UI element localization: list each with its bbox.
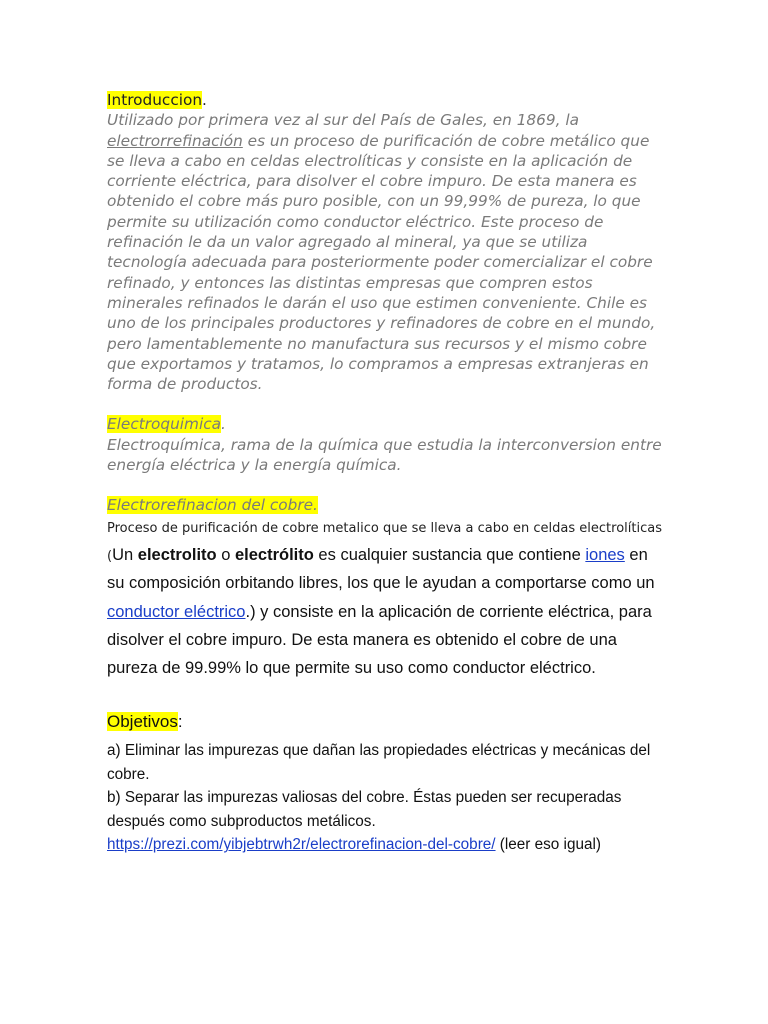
- document-page: [107, 90, 667, 857]
- term-electrolito: electrolito: [137, 545, 217, 564]
- term-electrolito-accented: electrólito: [234, 545, 314, 564]
- objetivos-heading: Objetivos: [107, 712, 178, 732]
- prezi-link[interactable]: https://prezi.com/yibjebtrwh2r/electrorefinacion-del-cobre/: [107, 836, 496, 854]
- electroquimica-heading: Electroquimica: [107, 415, 221, 434]
- electrorefinacion-heading-line: [107, 495, 667, 515]
- electrorefinacion-body-big5: .) y consiste en la aplicación de corriente eléctrica, para disolver el cobre impuro. De esta manera es obtenido el cobre de una pureza de 99.99% lo que permite su uso como conductor eléctrico.: [107, 602, 652, 678]
- objetivos-heading-punct: :: [177, 712, 183, 732]
- electrorefinacion-body-big3: es cualquier sustancia que contiene: [313, 545, 586, 564]
- intro-heading-line: [107, 90, 667, 110]
- objetivos-heading-line: [107, 711, 667, 733]
- intro-underlined-term: electrorrefinación: [107, 131, 243, 150]
- electrorefinacion-body-big2: o: [216, 545, 235, 564]
- electrorefinacion-section: [107, 495, 667, 683]
- electrorefinacion-body: [107, 516, 667, 684]
- intro-body: [107, 110, 667, 394]
- electroquimica-body: Electroquímica, rama de la química que estudia la interconversion entre energía eléctrica y la energía química.: [107, 435, 662, 475]
- intro-body-part2: es un proceso de purificación de cobre metálico que se lleva a cabo en celdas electrolíticas y consiste en la aplicación de corriente eléctrica, para disolver el cobre impuro. De esta manera es obtenido el cobre más puro posible, con un 99,99% de pureza, lo que permite su utilización como conductor eléctrico. Este proceso de refinación le da un valor agregado al mineral, ya que se utiliza tecnología adecuada para posteriormente poder comercializar el cobre refinado, y entonces las distintas empresas que compren estos minerales refinados le darán el uso que estimen conveniente. Chile es uno de los principales productores y refinadores de cobre en el mundo, pero lamentablemente no manufactura sus recursos y el mismo cobre que exportamos y tratamos, lo compramos a empresas extranjeras en forma de productos.: [107, 131, 656, 394]
- electrorefinacion-body-big1: Un: [112, 545, 138, 564]
- electrorefinacion-body-big4: en su composición orbitando libres, los que le ayudan a comportarse como un: [107, 545, 655, 593]
- intro-heading-punct: .: [202, 91, 207, 109]
- intro-section: [107, 90, 667, 394]
- objetivos-section: [107, 711, 667, 857]
- reference-note: (leer eso igual): [495, 836, 601, 854]
- electroquimica-heading-line: [107, 414, 667, 434]
- electrorefinacion-heading: Electrorefinacion del cobre.: [107, 496, 318, 515]
- objetivo-item-b: b) Separar las impurezas valiosas del cobre. Éstas pueden ser recuperadas después como subproductos metálicos.: [107, 789, 622, 830]
- link-conductor-electrico[interactable]: conductor eléctrico: [107, 602, 246, 621]
- electroquimica-section: [107, 414, 667, 475]
- reference-line: [107, 833, 667, 857]
- intro-heading: Introduccion: [107, 91, 203, 109]
- electroquimica-heading-punct: .: [220, 415, 226, 434]
- link-iones[interactable]: iones: [585, 545, 625, 564]
- objetivo-item-a: a) Eliminar las impurezas que dañan las propiedades eléctricas y mecánicas del cobre.: [107, 742, 651, 783]
- electrorefinacion-body-small: Proceso de purificación de cobre metalico que se lleva a cabo en celdas electrolíticas (: [107, 520, 662, 564]
- intro-body-part1: Utilizado por primera vez al sur del País de Gales, en 1869, la: [107, 111, 579, 130]
